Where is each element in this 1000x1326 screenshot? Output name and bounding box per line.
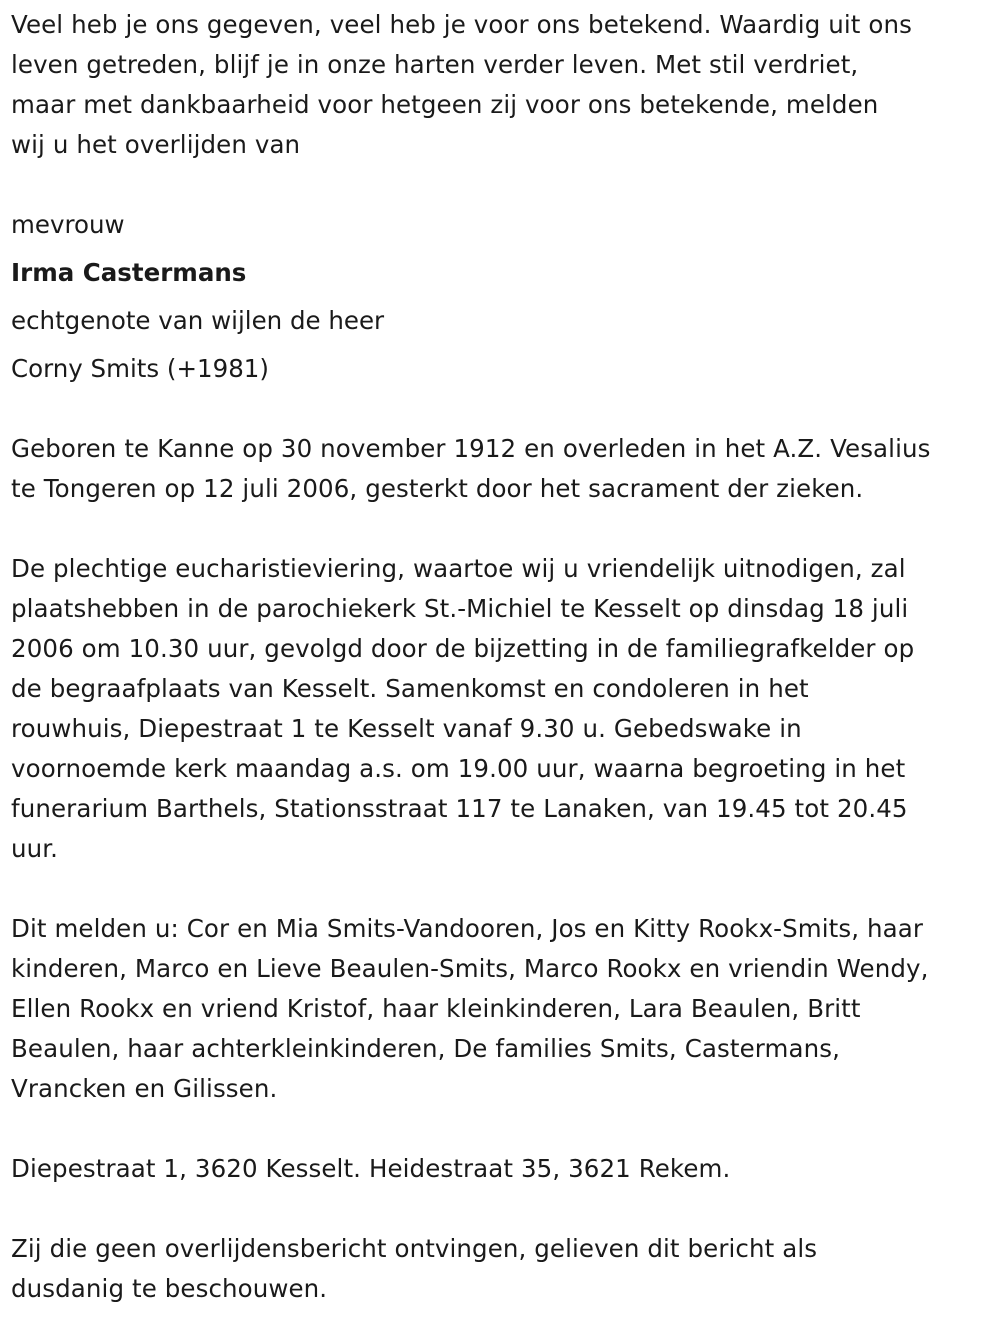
birth-death-paragraph — [11, 429, 930, 509]
closing-line: dusdanig te beschouwen. — [11, 1274, 328, 1303]
ceremony-line: de begraafplaats van Kesselt. Samenkomst en condoleren in het — [11, 674, 809, 703]
announcers-line: Vrancken en Gilissen. — [11, 1074, 278, 1103]
ceremony-paragraph — [11, 549, 914, 869]
birth-death-line: te Tongeren op 12 juli 2006, gesterkt door het sacrament der zieken. — [11, 474, 864, 503]
spouse-name: Corny Smits (+1981) — [11, 354, 269, 383]
announcers-line: Dit melden u: Cor en Mia Smits-Vandooren, Jos en Kitty Rookx-Smits, haar — [11, 914, 924, 943]
intro-line: leven getreden, blijf je in onze harten verder leven. Met stil verdriet, — [11, 50, 859, 79]
ceremony-line: funerarium Barthels, Stationsstraat 117 te Lanaken, van 19.45 tot 20.45 — [11, 794, 908, 823]
ceremony-line: rouwhuis, Diepestraat 1 te Kesselt vanaf 9.30 u. Gebedswake in — [11, 714, 802, 743]
birth-death-line: Geboren te Kanne op 30 november 1912 en overleden in het A.Z. Vesalius — [11, 434, 931, 463]
ceremony-line: uur. — [11, 834, 59, 863]
announcers-paragraph — [11, 909, 929, 1109]
announcers-line: Ellen Rookx en vriend Kristof, haar kleinkinderen, Lara Beaulen, Britt — [11, 994, 861, 1023]
deceased-name: Irma Castermans — [11, 258, 247, 287]
intro-line: Veel heb je ons gegeven, veel heb je voor ons betekend. Waardig uit ons — [11, 10, 912, 39]
intro-line: maar met dankbaarheid voor hetgeen zij voor ons betekende, melden — [11, 90, 879, 119]
intro-paragraph — [11, 5, 912, 165]
closing-paragraph — [11, 1229, 817, 1309]
ceremony-line: plaatshebben in de parochiekerk St.-Michiel te Kesselt op dinsdag 18 juli — [11, 594, 909, 623]
salutation: mevrouw — [11, 210, 125, 239]
addresses-paragraph — [11, 1149, 730, 1189]
relation: echtgenote van wijlen de heer — [11, 306, 385, 335]
ceremony-line: De plechtige eucharistieviering, waartoe wij u vriendelijk uitnodigen, zal — [11, 554, 906, 583]
deceased-block — [11, 201, 384, 393]
ceremony-line: voornoemde kerk maandag a.s. om 19.00 uur, waarna begroeting in het — [11, 754, 906, 783]
intro-line: wij u het overlijden van — [11, 130, 301, 159]
announcers-line: Beaulen, haar achterkleinkinderen, De families Smits, Castermans, — [11, 1034, 840, 1063]
addresses-line: Diepestraat 1, 3620 Kesselt. Heidestraat 35, 3621 Rekem. — [11, 1154, 731, 1183]
announcers-line: kinderen, Marco en Lieve Beaulen-Smits, Marco Rookx en vriendin Wendy, — [11, 954, 929, 983]
closing-line: Zij die geen overlijdensbericht ontvingen, gelieven dit bericht als — [11, 1234, 818, 1263]
ceremony-line: 2006 om 10.30 uur, gevolgd door de bijzetting in de familiegrafkelder op — [11, 634, 915, 663]
